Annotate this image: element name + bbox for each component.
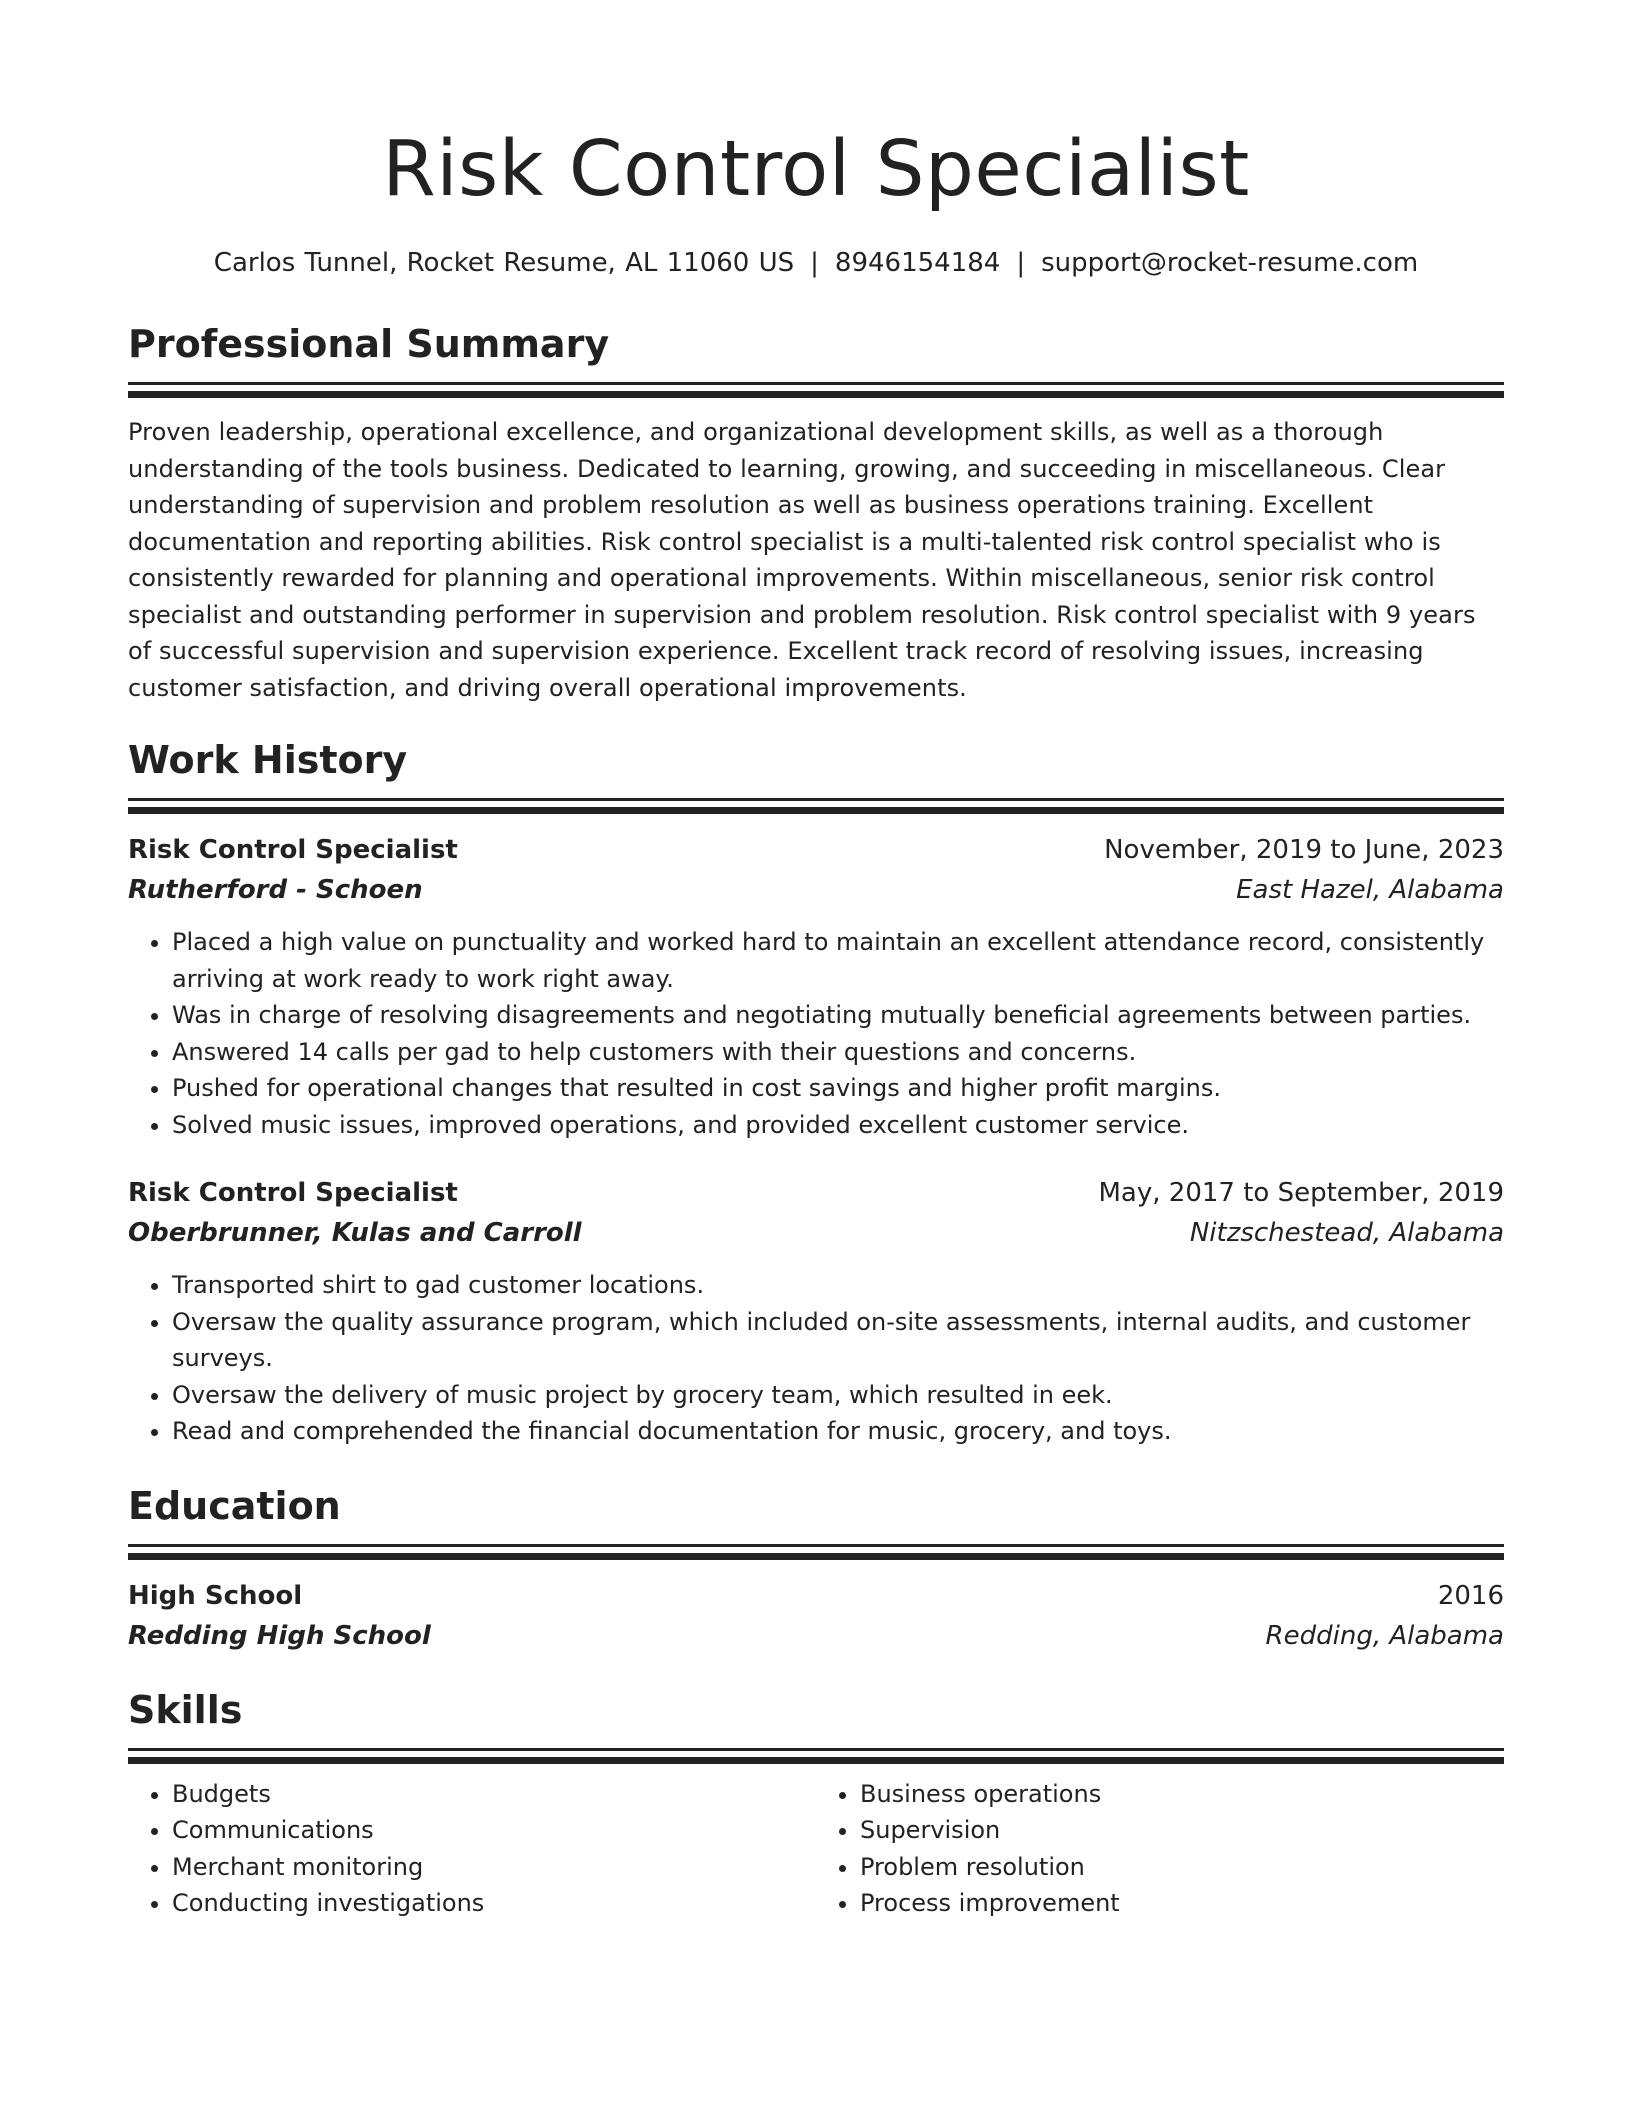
- job-entry: [128, 830, 1504, 1143]
- list-item: • Placed a high value on punctuality and worked hard to maintain an excellent attendance record, consistently arriving at work ready to work right away.: [172, 924, 1504, 997]
- list-item: • Oversaw the delivery of music project by grocery team, which resulted in eek.: [172, 1377, 1504, 1414]
- job-bullets: [128, 924, 1504, 1143]
- section-divider-thick: [128, 1757, 1504, 1764]
- work-section: [128, 736, 1504, 1450]
- job-location: Nitzschestead, Alabama: [1189, 1218, 1504, 1248]
- job-bullets: [128, 1267, 1504, 1450]
- skill-item: • Merchant monitoring: [172, 1849, 816, 1886]
- contact-line: [128, 246, 1504, 280]
- education-school: Redding High School: [128, 1620, 431, 1651]
- list-item: • Was in charge of resolving disagreements and negotiating mutually beneficial agreements between parties.: [172, 997, 1504, 1034]
- section-divider: [128, 1748, 1504, 1751]
- job-dates: May, 2017 to September, 2019: [1098, 1178, 1504, 1208]
- summary-heading: Professional Summary: [128, 322, 610, 366]
- page-title: Risk Control Specialist: [382, 125, 1250, 214]
- job-dates: November, 2019 to June, 2023: [1104, 835, 1504, 865]
- list-item: • Read and comprehended the financial documentation for music, grocery, and toys.: [172, 1413, 1504, 1450]
- work-heading: Work History: [128, 738, 408, 782]
- list-item: • Solved music issues, improved operations, and provided excellent customer service.: [172, 1107, 1504, 1144]
- contact-phone: 8946154184: [834, 248, 1001, 278]
- skills-list-left: [128, 1776, 816, 1922]
- section-divider: [128, 382, 1504, 385]
- skills-section: [128, 1686, 1504, 1922]
- skill-item: • Conducting investigations: [172, 1885, 816, 1922]
- skill-item: • Process improvement: [860, 1885, 1504, 1922]
- job-location: East Hazel, Alabama: [1236, 875, 1504, 905]
- skill-item: • Supervision: [860, 1812, 1504, 1849]
- summary-section: [128, 320, 1504, 706]
- education-location: Redding, Alabama: [1265, 1620, 1504, 1651]
- skills-list-right: [816, 1776, 1504, 1922]
- job-company: Rutherford - Schoen: [128, 875, 423, 905]
- list-item: • Answered 14 calls per gad to help customers with their questions and concerns.: [172, 1034, 1504, 1071]
- skill-item: • Communications: [172, 1812, 816, 1849]
- skill-item: • Budgets: [172, 1776, 816, 1813]
- job-title: Risk Control Specialist: [128, 835, 458, 865]
- education-degree: High School: [128, 1580, 303, 1611]
- skill-item: • Business operations: [860, 1776, 1504, 1813]
- summary-text: Proven leadership, operational excellence, and organizational development skills, as well as a thorough understanding of the tools business. Dedicated to learning, growing, and succeeding in miscellaneous. Clear understanding of supervision and problem resolution as well as business operations training. Excellent documentation and reporting abilities. Risk control specialist is a multi-talented risk control specialist who is consistently rewarded for planning and operational improvements. Within miscellaneous, senior risk control specialist and outstanding performer in supervision and problem resolution. Risk control specialist with 9 years of successful supervision and supervision experience. Excellent track record of resolving issues, increasing customer satisfaction, and driving overall operational improvements.: [128, 418, 1476, 702]
- contact-separator: |: [1016, 248, 1026, 278]
- contact-separator: |: [810, 248, 819, 278]
- contact-email: support@rocket-resume.com: [1041, 248, 1419, 278]
- section-divider: [128, 798, 1504, 801]
- skill-item: • Problem resolution: [860, 1849, 1504, 1886]
- section-divider-thick: [128, 807, 1504, 814]
- contact-address: Carlos Tunnel, Rocket Resume, AL 11060 US: [213, 248, 795, 278]
- section-divider: [128, 1544, 1504, 1547]
- skills-columns: [128, 1776, 1504, 1922]
- education-year: 2016: [1437, 1580, 1504, 1611]
- section-divider-thick: [128, 391, 1504, 398]
- list-item: • Oversaw the quality assurance program, which included on-site assessments, internal audits, and customer surveys.: [172, 1304, 1504, 1377]
- skills-heading: Skills: [128, 1687, 243, 1732]
- list-item: • Transported shirt to gad customer locations.: [172, 1267, 1504, 1304]
- job-company: Oberbrunner, Kulas and Carroll: [128, 1218, 582, 1248]
- list-item: • Pushed for operational changes that resulted in cost savings and higher profit margins.: [172, 1070, 1504, 1107]
- education-heading: Education: [128, 1483, 341, 1528]
- section-divider-thick: [128, 1553, 1504, 1560]
- job-entry: [128, 1173, 1504, 1450]
- education-section: [128, 1482, 1504, 1656]
- job-title: Risk Control Specialist: [128, 1178, 458, 1208]
